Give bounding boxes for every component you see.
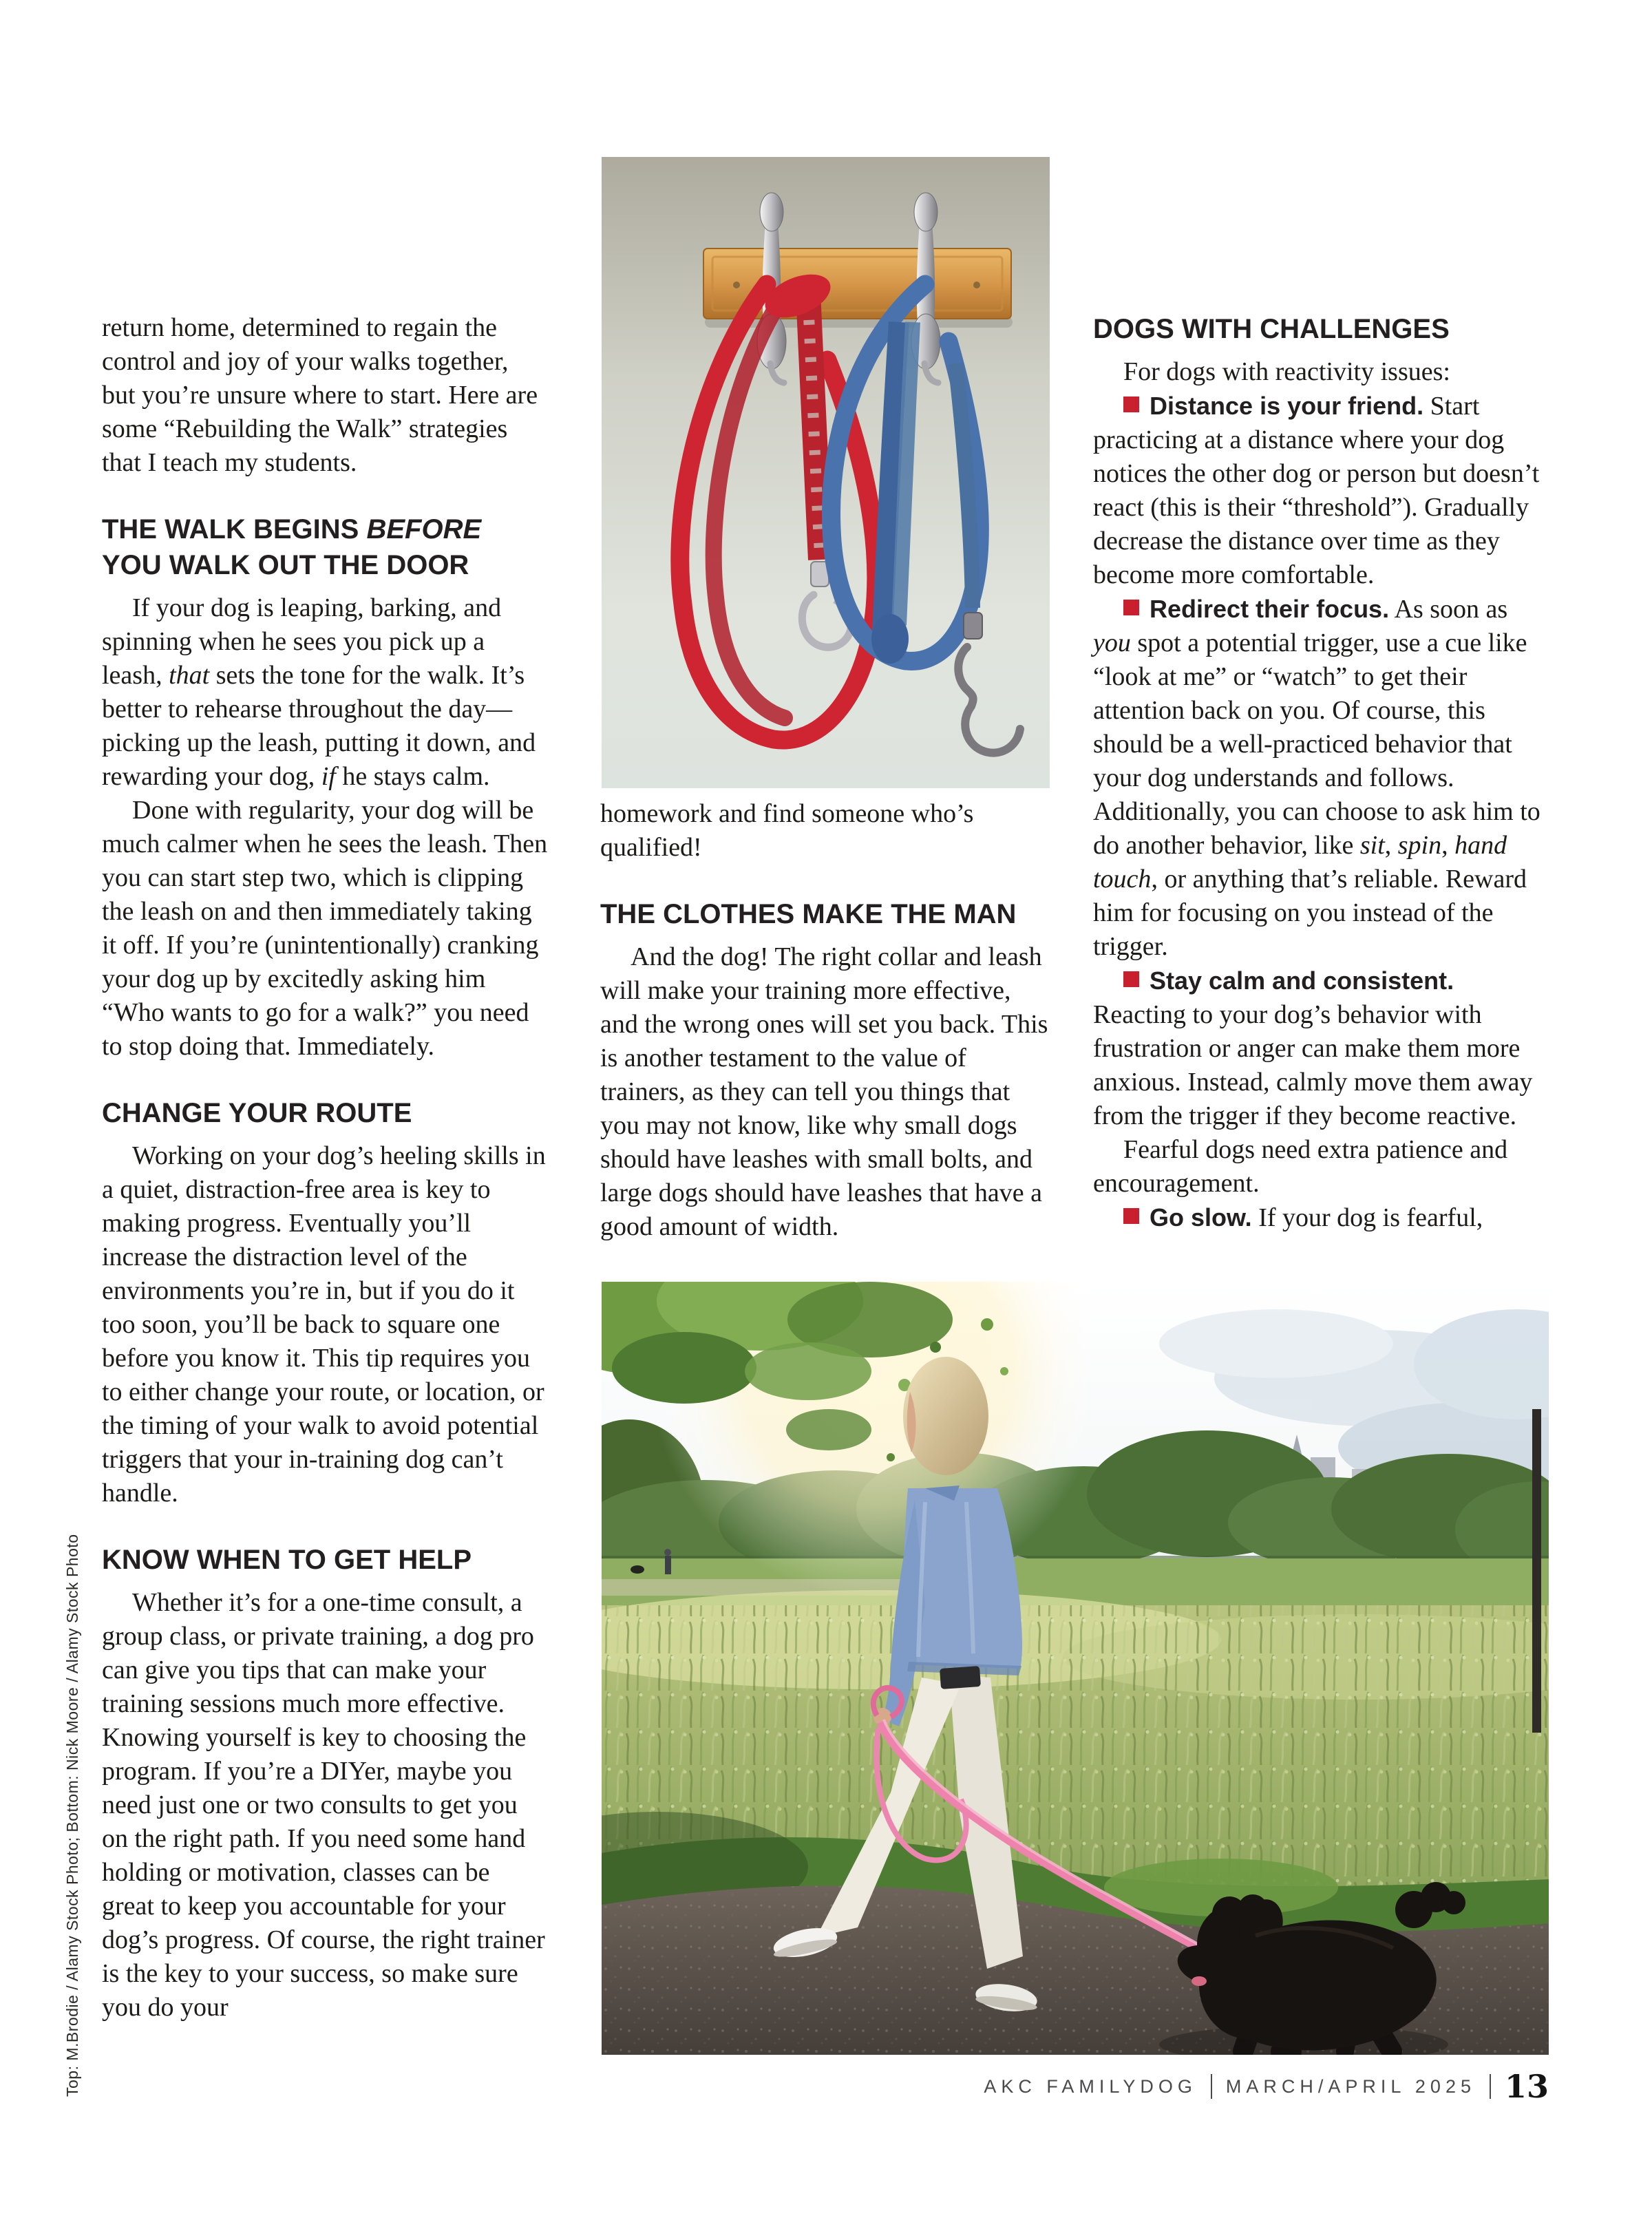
footer-divider — [1211, 2074, 1212, 2099]
section-heading-clothes-make-man: THE CLOTHES MAKE THE MAN — [600, 899, 1017, 929]
red-square-bullet-icon — [1123, 1208, 1139, 1224]
page-number: 13 — [1504, 2068, 1549, 2105]
paragraph: Working on your dog’s heeling skills in a quiet, distraction-free area is key to making progress. Eventually you’ll increase the distraction level of the environments you’re in, but if you do it too soon, you’ll be back to square one before you know it. This tip requires you to either change your route, or location, or the timing of your walk to avoid potential triggers that your in-training dog can’t handle. — [102, 1141, 546, 1508]
paragraph: Whether it’s for a one-time consult, a group class, or private training, a dog pro can give you tips that can make your training sessions much more effective. Knowing yourself is key to choosing the program. If you’re a DIYer, maybe you need just one or two consults to get you on the right path. If you need some hand holding or motivation, classes can be great to keep you accountable for your dog’s progress. Of course, the right trainer is the key to your success, so make sure you do your — [102, 1588, 545, 2022]
paragraph: Fearful dogs need extra patience and encouragement. — [1093, 1135, 1508, 1198]
footer-divider — [1490, 2074, 1491, 2099]
bullet-item-redirect: Redirect their focus. As soon as you spot a potential trigger, use a cue like “look at me” or “watch” to get their attention back on you. Of course, this should be a well-practiced behavior that your dog understands and follows. Additionally, you can choose to ask him to do another behavior, like sit, spin, hand touch, or anything that’s reliable. Reward him for focusing on you instead of the trigger. — [1093, 595, 1540, 961]
paragraph-continued: homework and find someone who’s qualified! — [600, 799, 974, 862]
left-column — [102, 311, 548, 2025]
section-heading-dogs-with-challenges: DOGS WITH CHALLENGES — [1093, 314, 1450, 344]
section-heading-know-when-help: KNOW WHEN TO GET HELP — [102, 1545, 472, 1575]
magazine-name: AKC FAMILYDOG — [984, 2075, 1197, 2097]
leash-rack-illustration — [602, 157, 1050, 788]
red-square-bullet-icon — [1123, 971, 1139, 987]
right-column — [1093, 311, 1549, 1235]
paragraph: For dogs with reactivity issues: — [1123, 357, 1450, 386]
dog-walk-photo — [602, 1282, 1549, 2055]
lamppost — [1532, 1409, 1541, 1733]
paragraph: And the dog! The right collar and leash will make your training more effective, and the wrong ones will set you back. This is another testament to the value of trainers, as they can tell you things that you may not know, like why small dogs should have leashes with small bolts, and large dogs should have leashes that have a good amount of width. — [600, 942, 1048, 1241]
park-walk-illustration — [602, 1282, 1549, 2055]
bullet-item-distance: Distance is your friend. Start practicing at a distance where your dog notices the other dog or person but doesn’t react (this is their “threshold”). Gradually decrease the distance over time as they become more comfortable. — [1093, 392, 1540, 589]
photo-credit: Top: M.Brodie / Alamy Stock Photo; Bottom: Nick Moore / Alamy Stock Photo — [63, 1534, 81, 2097]
middle-column — [600, 797, 1049, 1244]
paragraph: If your dog is leaping, barking, and spinning when he sees you pick up a leash, that sets the tone for the walk. It’s better to rehearse throughout the day—picking up the leash, putting it down, and rewarding your dog, if he stays calm. — [102, 593, 536, 791]
red-square-bullet-icon — [1123, 600, 1139, 615]
section-heading-walk-begins: THE WALK BEGINS BEFORE YOU WALK OUT THE DOOR — [102, 514, 482, 580]
issue-date: MARCH/APRIL 2025 — [1225, 2075, 1476, 2097]
page-footer — [984, 2068, 1549, 2105]
bullet-item-go-slow: Go slow. If your dog is fearful, — [1093, 1201, 1549, 1235]
bullet-item-stay-calm: Stay calm and consistent. Reacting to your dog’s behavior with frustration or anger can make them more anxious. Instead, calmly move them away from the trigger if they become reactive. — [1093, 966, 1533, 1130]
paragraph-continued: return home, determined to regain the control and joy of your walks together, but you’re unsure where to start. Here are some “Rebuilding the Walk” strategies that I teach my students. — [102, 313, 538, 477]
leash-rack-photo — [602, 157, 1050, 788]
red-square-bullet-icon — [1123, 397, 1139, 412]
paragraph: Done with regularity, your dog will be much calmer when he sees the leash. Then you can start step two, which is clipping the leash on and then immediately taking it off. If you’re (unintentionally) cranking your dog up by excitedly asking him “Who wants to go for a walk?” you need to stop doing that. Immediately. — [102, 796, 548, 1061]
section-heading-change-route: CHANGE YOUR ROUTE — [102, 1098, 412, 1128]
